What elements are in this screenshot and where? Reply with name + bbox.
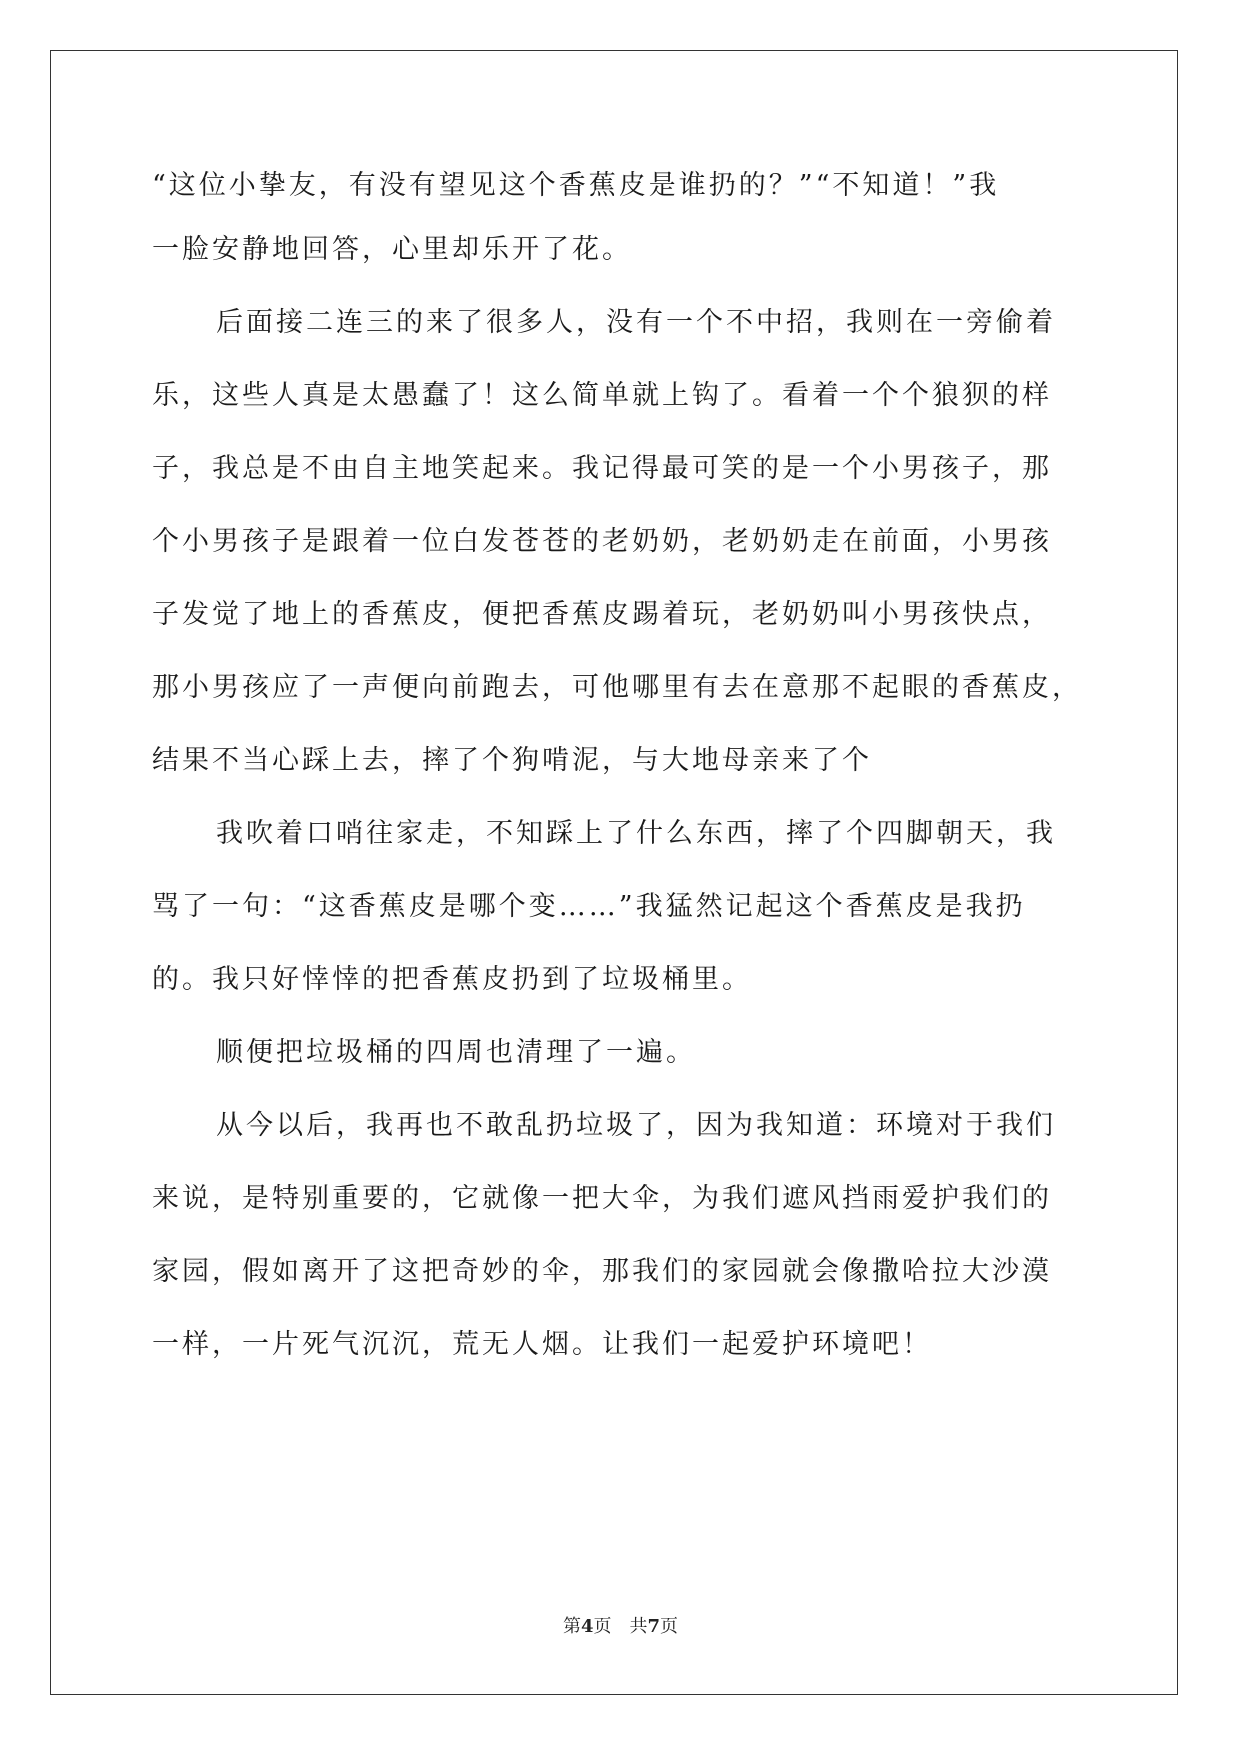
text-line: 一样，一片死气沉沉，荒无人烟。让我们一起爱护环境吧！ <box>152 1329 932 1360</box>
text-line: 从今以后，我再也不敢乱扔垃圾了，因为我知道：环境对于我们 <box>216 1110 1056 1141</box>
text-line: 后面接二连三的来了很多人，没有一个不中招，我则在一旁偷着 <box>216 307 1056 338</box>
text-line: 子，我总是不由自主地笑起来。我记得最可笑的是一个小男孩子，那 <box>152 453 1052 484</box>
page-border <box>50 50 1178 1695</box>
text-line: 顺便把垃圾桶的四周也清理了一遍。 <box>216 1037 696 1068</box>
text-line: 的。我只好悻悻的把香蕉皮扔到了垃圾桶里。 <box>152 964 752 995</box>
page-number: 4 <box>580 1616 594 1637</box>
footer-prefix: 第 <box>562 1616 581 1637</box>
text-line: 我吹着口哨往家走，不知踩上了什么东西，摔了个四脚朝天，我 <box>216 818 1056 849</box>
text-line: 乐，这些人真是太愚蠢了！这么简单就上钩了。看着一个个狼狈的样 <box>152 380 1052 411</box>
text-line: “这位小挚友，有没有望见这个香蕉皮是谁扔的？”“不知道！”我 <box>152 170 1000 201</box>
page-footer <box>0 1612 1241 1638</box>
text-line: 子发觉了地上的香蕉皮，便把香蕉皮踢着玩，老奶奶叫小男孩快点， <box>152 599 1052 630</box>
text-line: 来说，是特别重要的，它就像一把大伞，为我们遮风挡雨爱护我们的 <box>152 1183 1052 1214</box>
text-line: 结果不当心踩上去，摔了个狗啃泥，与大地母亲来了个 <box>152 745 872 776</box>
total-pages: 7 <box>647 1616 661 1637</box>
text-line: 个小男孩子是跟着一位白发苍苍的老奶奶，老奶奶走在前面，小男孩 <box>152 526 1052 557</box>
text-line: 一脸安静地回答，心里却乐开了花。 <box>152 234 632 265</box>
footer-mid: 页 共 <box>593 1616 648 1637</box>
text-line: 那小男孩应了一声便向前跑去，可他哪里有去在意那不起眼的香蕉皮， <box>152 672 1082 703</box>
text-line: 骂了一句：“这香蕉皮是哪个变……”我猛然记起这个香蕉皮是我扔 <box>152 891 1026 922</box>
footer-suffix: 页 <box>660 1616 679 1637</box>
text-line: 家园，假如离开了这把奇妙的伞，那我们的家园就会像撒哈拉大沙漠 <box>152 1256 1052 1287</box>
